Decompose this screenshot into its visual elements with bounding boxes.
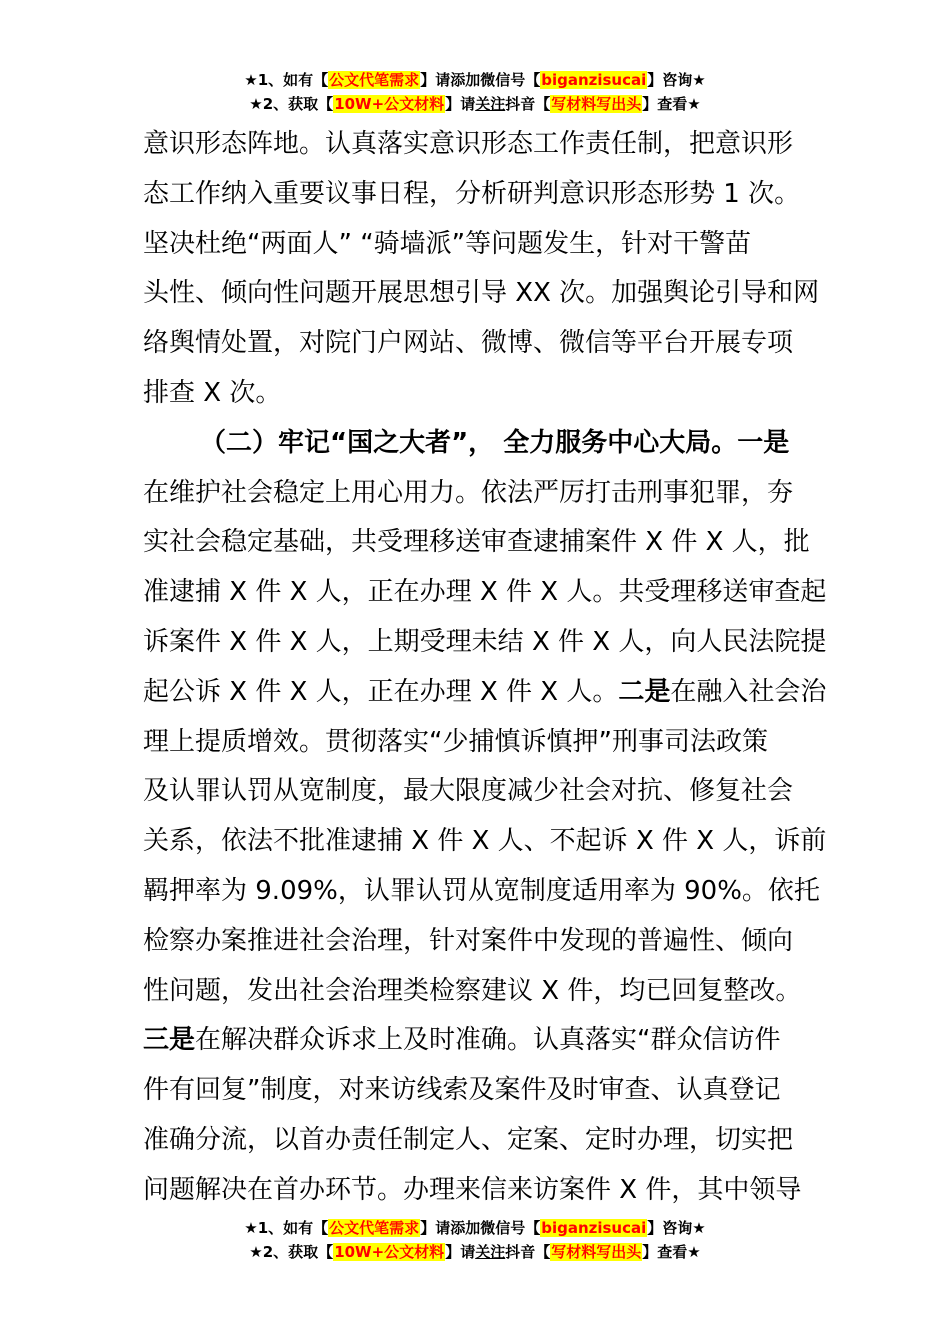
highlight-ghostwriting: 公文代笔需求 bbox=[329, 71, 420, 89]
body-text: 在解决群众诉求上及时准确。认真落实“群众信访件 bbox=[195, 1025, 781, 1056]
banner-text: 抖音【 bbox=[505, 1243, 551, 1261]
body-line: 排查 X 次。 bbox=[143, 377, 282, 408]
highlight-materials: 10W+公文材料 bbox=[334, 1243, 445, 1261]
body-line: 性问题，发出社会治理类检察建议 X 件，均已回复整改。 bbox=[143, 975, 802, 1006]
body-line: 态工作纳入重要议事日程，分析研判意识形态形势 1 次。 bbox=[143, 178, 801, 209]
body-line: 准确分流，以首办责任制定人、定案、定时办理，切实把 bbox=[143, 1124, 794, 1155]
highlight-douyin: 写材料写出头 bbox=[551, 95, 642, 113]
banner-text: ★2、获取【 bbox=[249, 95, 334, 113]
body-line: 实社会稳定基础，共受理移送审查逮捕案件 X 件 X 人，批 bbox=[143, 527, 810, 558]
highlight-materials: 10W+公文材料 bbox=[334, 95, 445, 113]
body-line: 在维护社会稳定上用心用力。依法严厉打击刑事犯罪，夯 bbox=[143, 477, 794, 508]
body-line: 诉案件 X 件 X 人，上期受理未结 X 件 X 人，向人民法院提 bbox=[143, 626, 827, 657]
highlight-douyin: 写材料写出头 bbox=[551, 1243, 642, 1261]
banner-line-1 bbox=[0, 1216, 950, 1240]
banner-line-1 bbox=[0, 68, 950, 92]
banner-line-2 bbox=[0, 1240, 950, 1264]
body-line bbox=[143, 1016, 811, 1066]
underlined-follow: 关注 bbox=[475, 95, 506, 113]
body-line: 检察办案推进社会治理，针对案件中发现的普遍性、倾向 bbox=[143, 925, 794, 956]
banner-line-2 bbox=[0, 92, 950, 116]
banner-text: 】查看★ bbox=[642, 1243, 701, 1261]
body-text: 在融入社会治 bbox=[670, 676, 827, 707]
underlined-follow: 关注 bbox=[475, 1243, 506, 1261]
banner-text: 】请 bbox=[445, 95, 476, 113]
banner-text: 】请添加微信号【 bbox=[420, 71, 541, 89]
body-text: 起公诉 X 件 X 人，正在办理 X 件 X 人。 bbox=[143, 676, 619, 707]
header-banner bbox=[0, 68, 950, 116]
body-line: 关系，依法不批准逮捕 X 件 X 人、不起诉 X 件 X 人，诉前 bbox=[143, 826, 827, 857]
banner-text: 】咨询★ bbox=[647, 71, 706, 89]
section-heading: （二）牢记“国之大者”， 全力服务中心大局。一是 bbox=[200, 427, 790, 458]
banner-text: ★1、如有【 bbox=[244, 1219, 329, 1237]
body-line: 头性、倾向性问题开展思想引导 XX 次。加强舆论引导和网 bbox=[143, 278, 820, 309]
body-line: 络舆情处置，对院门户网站、微博、微信等平台开展专项 bbox=[143, 328, 794, 359]
banner-text: 】请添加微信号【 bbox=[420, 1219, 541, 1237]
banner-text: ★1、如有【 bbox=[244, 71, 329, 89]
body-line: 准逮捕 X 件 X 人，正在办理 X 件 X 人。共受理移送审查起 bbox=[143, 577, 827, 608]
banner-text: 抖音【 bbox=[505, 95, 551, 113]
body-line: 及认罪认罚从宽制度，最大限度减少社会对抗、修复社会 bbox=[143, 776, 794, 807]
bold-marker: 二是 bbox=[618, 676, 671, 707]
body-line: 意识形态阵地。认真落实意识形态工作责任制，把意识形 bbox=[143, 129, 794, 159]
body-line: 问题解决在首办环节。办理来信来访案件 X 件，其中领导 bbox=[143, 1174, 802, 1205]
banner-text: ★2、获取【 bbox=[249, 1243, 334, 1261]
body-line: 件有回复”制度，对来访线索及案件及时审查、认真登记 bbox=[143, 1075, 781, 1106]
body-line bbox=[143, 668, 827, 718]
highlight-wechat-id: biganzisucai bbox=[541, 1219, 647, 1237]
document-body bbox=[143, 120, 827, 1216]
body-line: 理上提质增效。贯彻落实“少捕慎诉慎押”刑事司法政策 bbox=[143, 726, 768, 757]
highlight-ghostwriting: 公文代笔需求 bbox=[329, 1219, 420, 1237]
banner-text: 】请 bbox=[445, 1243, 476, 1261]
banner-text: 】查看★ bbox=[642, 95, 701, 113]
highlight-wechat-id: biganzisucai bbox=[541, 71, 647, 89]
body-line: 坚决杜绝“两面人” “骑墙派”等问题发生，针对干警苗 bbox=[143, 228, 752, 259]
body-line: 羁押率为 9.09%，认罪认罚从宽制度适用率为 90%。依托 bbox=[143, 875, 820, 906]
footer-banner bbox=[0, 1216, 950, 1264]
banner-text: 】咨询★ bbox=[647, 1219, 706, 1237]
bold-marker: 三是 bbox=[143, 1025, 196, 1056]
